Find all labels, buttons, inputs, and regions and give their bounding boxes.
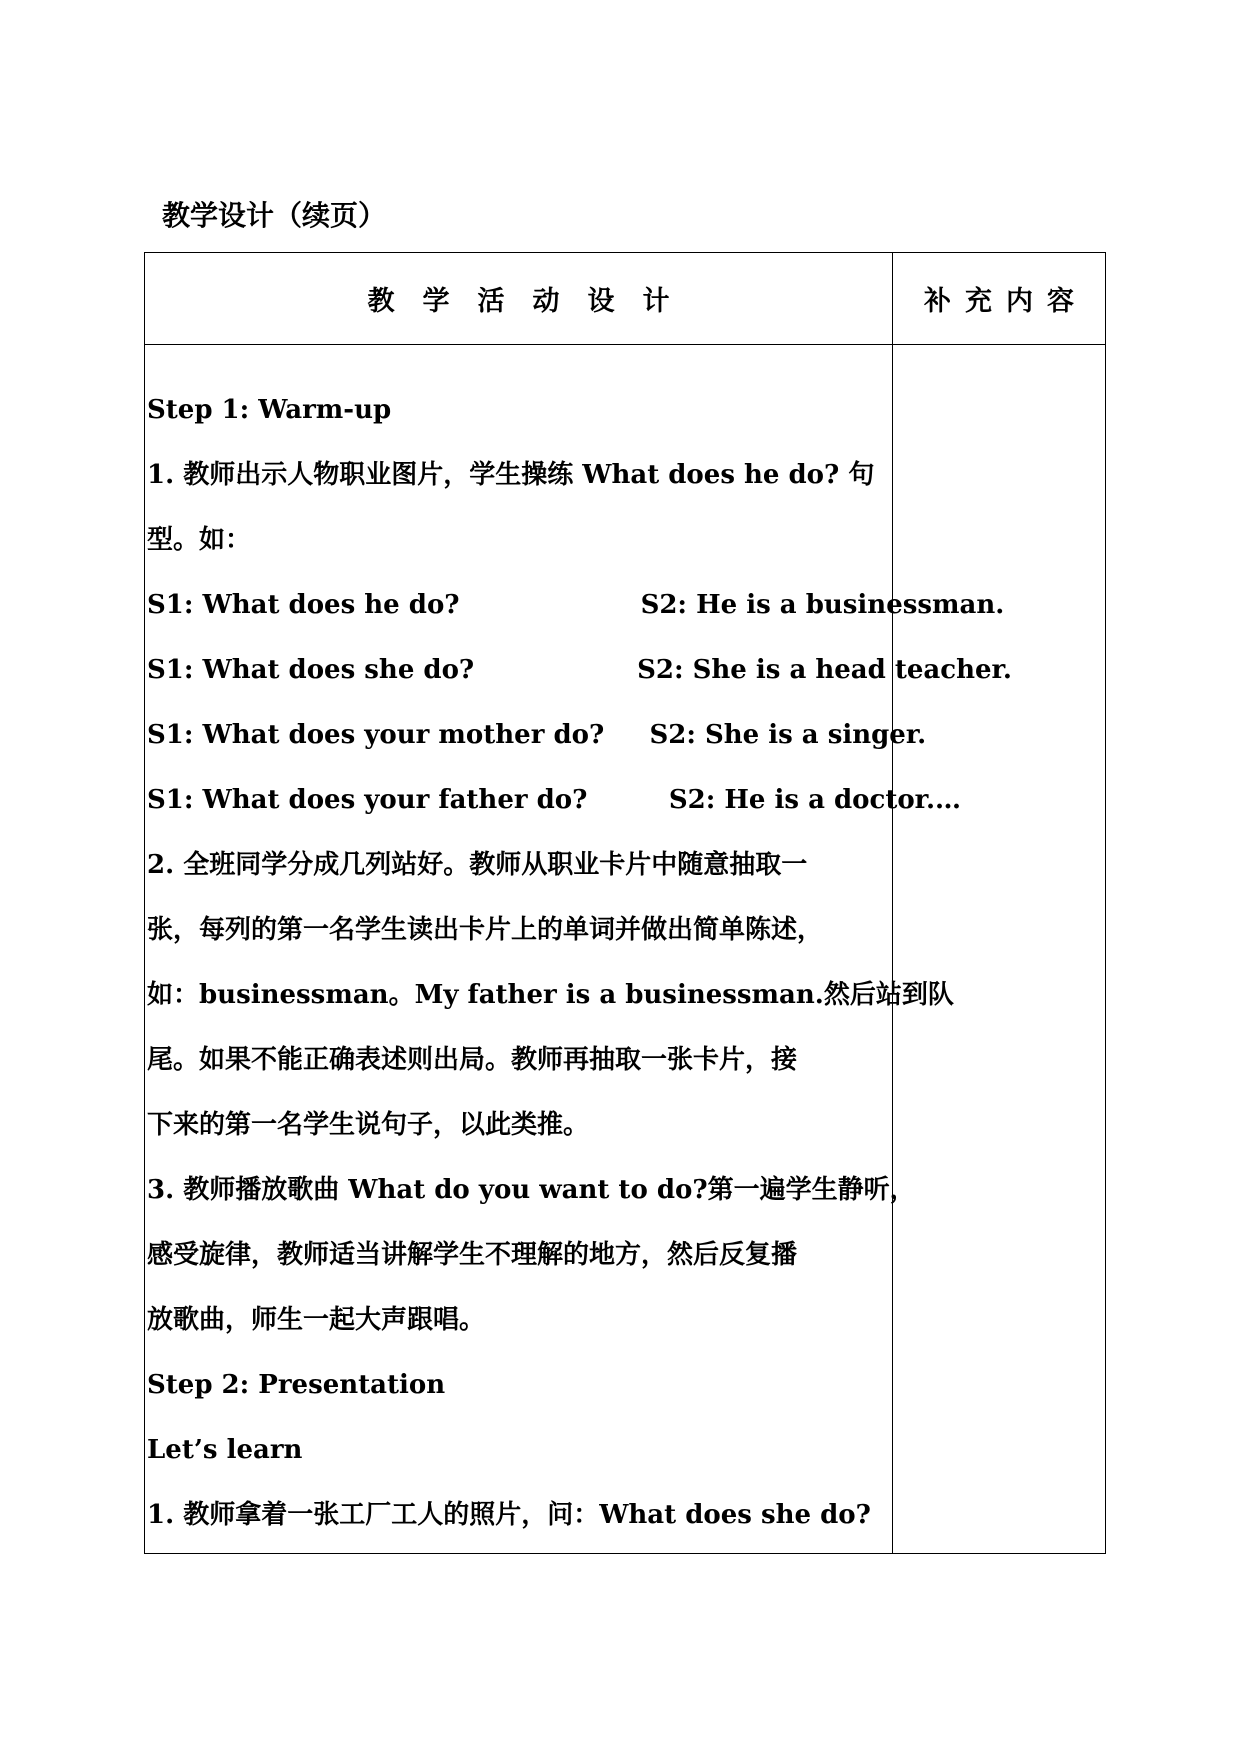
content-line: 1. 教师出示人物职业图片，学生操练 What does he do? 句 — [147, 460, 875, 490]
dialogue-line: S1: What does he do? S2: He is a businessman. — [147, 590, 1005, 620]
content-line: 3. 教师播放歌曲 What do you want to do?第一遍学生静听， — [147, 1175, 916, 1205]
content-line: 张，每列的第一名学生读出卡片上的单词并做出简单陈述， — [147, 915, 824, 945]
lets-learn-heading: Let’s learn — [147, 1435, 303, 1465]
header-supplementary-content: 补充内容 — [924, 286, 1088, 317]
header-row-divider — [145, 344, 1105, 345]
content-line: 尾。如果不能正确表述则出局。教师再抽取一张卡片，接 — [147, 1045, 798, 1075]
column-divider — [892, 253, 893, 1553]
step1-heading: Step 1: Warm-up — [147, 395, 392, 425]
dialogue-line: S1: What does your mother do? S2: She is a singer. — [147, 720, 927, 750]
content-line: 感受旋律，教师适当讲解学生不理解的地方，然后反复播 — [147, 1240, 798, 1270]
content-line: 型。如： — [147, 525, 252, 555]
dialogue-line: S1: What does your father do? S2: He is a doctor.… — [147, 785, 962, 815]
step2-heading: Step 2: Presentation — [147, 1370, 446, 1400]
dialogue-line: S1: What does she do? S2: She is a head teacher. — [147, 655, 1012, 685]
header-teaching-activity-design: 教学活动设计 — [367, 286, 698, 317]
supplementary-content-cell — [894, 346, 1104, 1551]
teaching-design-table — [144, 252, 1106, 1554]
page-title: 教学设计（续页） — [162, 199, 387, 232]
content-line: 如：businessman。My father is a businessman.然后站到队 — [147, 980, 954, 1010]
content-line: 下来的第一名学生说句子，以此类推。 — [147, 1110, 590, 1140]
activity-design-content — [147, 378, 1012, 1548]
content-line: 1. 教师拿着一张工厂工人的照片，问：What does she do? — [147, 1500, 871, 1530]
content-line: 放歌曲，师生一起大声跟唱。 — [147, 1305, 486, 1335]
content-line: 2. 全班同学分成几列站好。教师从职业卡片中随意抽取一 — [147, 850, 808, 880]
